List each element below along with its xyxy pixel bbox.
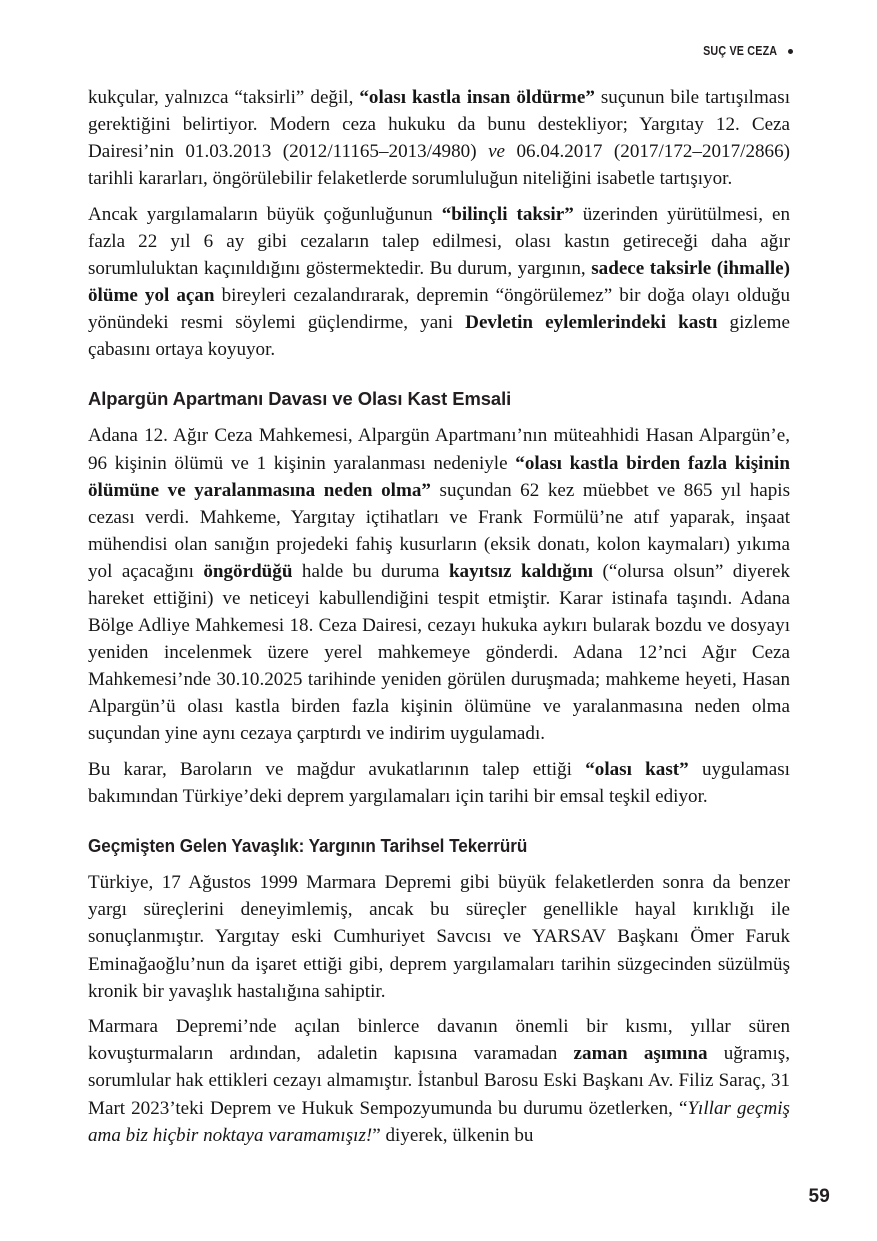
running-head-title: SUÇ VE CEZA xyxy=(702,44,777,58)
section-2 xyxy=(88,834,790,858)
page-number: 59 xyxy=(808,1186,830,1207)
section-1 xyxy=(88,387,790,411)
section-heading-alpargun: Alpargün Apartmanı Davası ve Olası Kast Emsali xyxy=(88,388,512,410)
paragraph-1: kukçular, yalnızca “taksirli” değil, “olası kastla insan öldürme” suçunun bile tartışılması gerektiğini belirtiyor. Modern ceza hukuku da bunu destekliyor; Yargıtay 12. Ceza Dairesi’nin 01.03.2013 (2012/11165–2013/4980) ve 06.04.2017 (2017/172–2017/2866) tarihli kararları, öngörülebilir felaketlerde sorumluluğun niteliğini isabetle tartışıyor. xyxy=(88,87,791,190)
running-head xyxy=(88,41,830,61)
text-column xyxy=(88,84,790,1149)
paragraph-5: Türkiye, 17 Ağustos 1999 Marmara Depremi gibi büyük felaketlerden sonra da benzer yargı süreçlerini deneyimlemiş, ancak bu süreçler genellikle hayal kırıklığı ile sonuçlanmıştır. Yargıtay eski Cumhuriyet Savcısı ve YARSAV Başkanı Ömer Faruk Eminağaoğlu’nun da işaret ettiği gibi, deprem yargılamaları tarihin süzgecinden süzülmüş kronik bir yavaşlık hastalığına sahiptir. xyxy=(88,872,790,1002)
section-heading-gecmisten: Geçmişten Gelen Yavaşlık: Yargının Tarihsel Tekerrürü xyxy=(88,835,528,857)
paragraph-2: Ancak yargılamaların büyük çoğunluğunun “bilinçli taksir” üzerinden yürütülmesi, en fazla 22 yıl 6 ay gibi cezaların talep edilmesi, olası kastın getireceği daha ağır sorumluluktan kaçınıldığını göstermektedir. Bu durum, yargının, sadece taksirle (ihmalle) ölüme yol açan bireyleri cezalandırarak, depremin “öngörülemez” bir doğa olayı olduğu yönündeki resmi söylemi güçlendirme, yani Devletin eylemlerindeki kastı gizleme çabasını ortaya koyuyor. xyxy=(88,203,790,361)
paragraph-4: Bu karar, Baroların ve mağdur avukatlarının talep ettiği “olası kast” uygulaması bakımından Türkiye’deki deprem yargılamaları için tarihi bir emsal teşkil ediyor. xyxy=(88,759,790,808)
bullet-dot-icon xyxy=(788,49,793,54)
paragraph-3: Adana 12. Ağır Ceza Mahkemesi, Alpargün Apartmanı’nın müteahhidi Hasan Alpargün’e, 96 kişinin ölümü ve 1 kişinin yaralanması nedeniyle “olası kastla birden fazla kişinin ölümüne ve yaralanmasına neden olma” suçundan 62 kez müebbet ve 865 yıl hapis cezası verdi. Mahkeme, Yargıtay içtihatları ve Frank Formülü’ne atıf yaparak, inşaat mühendisi olan sanığın projedeki fahiş kusurların (eksik donatı, kolon kaymaları) yıkıma yol açacağını öngördüğü halde bu duruma kayıtsız kaldığını (“olursa olsun” diyerek hareket ettiğini) ve neticeyi kabullendiğini tespit etmiştir. Karar istinafa taşındı. Adana Bölge Adliye Mahkemesi 18. Ceza Dairesi, cezayı hukuka aykırı bularak bozdu ve dosyayı yeniden incelenmek üzere yerel mahkemeye gönderdi. Adana 12’nci Ağır Ceza Mahkemesi’nde 30.10.2025 tarihinde yeniden görülen duruşmada; mahkeme heyeti, Hasan Alpargün’ü olası kastla birden fazla kişinin ölümüne ve yaralanmasına neden olma suçundan yine aynı cezaya çarptırdı ve indirim uygulamadı. xyxy=(88,425,790,745)
paragraph-6: Marmara Depremi’nde açılan binlerce davanın önemli bir kısmı, yıllar süren kovuşturmaların ardından, adaletin kapısına varamadan zaman aşımına uğramış, sorumlular hak ettikleri cezayı almamıştır. İstanbul Barosu Eski Başkanı Av. Filiz Saraç, 31 Mart 2023’teki Deprem ve Hukuk Sempozyumunda bu durumu özetlerken, “Yıllar geçmiş ama biz hiçbir noktaya varamamışız!” diyerek, ülkenin bu xyxy=(88,1016,790,1146)
